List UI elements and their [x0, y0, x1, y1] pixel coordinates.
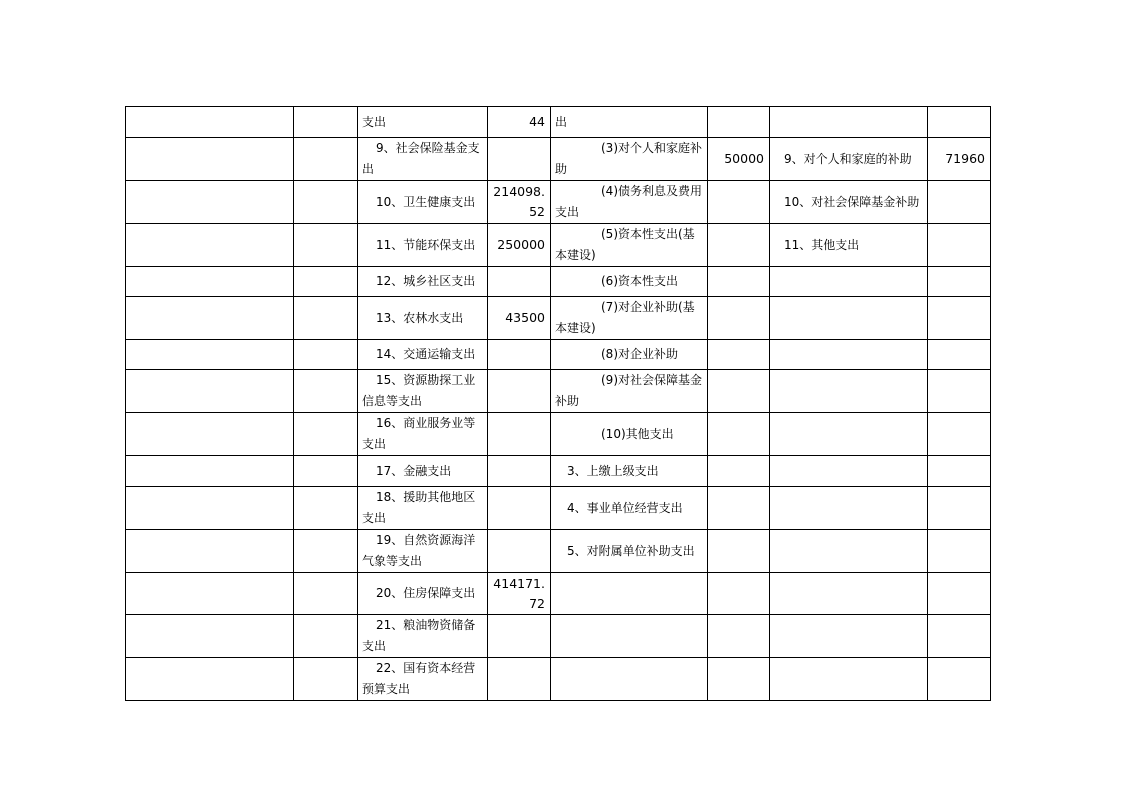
table-cell	[928, 267, 991, 297]
table-cell	[126, 340, 294, 370]
table-cell	[294, 530, 358, 573]
table-cell	[708, 615, 770, 658]
table-row	[126, 224, 991, 267]
table-cell: (8)对企业补助	[551, 340, 708, 370]
table-cell: (3)对个人和家庭补助	[551, 138, 708, 181]
table-cell	[126, 107, 294, 138]
table-cell: (7)对企业补助(基本建设)	[551, 297, 708, 340]
table-cell: 71960	[928, 138, 991, 181]
table-cell	[126, 267, 294, 297]
table-cell	[126, 224, 294, 267]
table-cell	[551, 615, 708, 658]
table-cell	[294, 615, 358, 658]
table-cell: 14、交通运输支出	[358, 340, 488, 370]
table-cell	[126, 370, 294, 413]
table-cell	[294, 573, 358, 615]
table-cell	[294, 224, 358, 267]
table-cell	[708, 370, 770, 413]
table-cell: 4、事业单位经营支出	[551, 487, 708, 530]
table-row	[126, 530, 991, 573]
table-cell: (10)其他支出	[551, 413, 708, 456]
table-cell	[928, 181, 991, 224]
table-cell	[708, 181, 770, 224]
table-row	[126, 456, 991, 487]
table-cell	[126, 530, 294, 573]
table-row	[126, 181, 991, 224]
table-cell	[708, 573, 770, 615]
table-cell	[488, 530, 551, 573]
table-row	[126, 573, 991, 615]
table-cell: (9)对社会保障基金补助	[551, 370, 708, 413]
table-cell: 3、上缴上级支出	[551, 456, 708, 487]
table-cell: 13、农林水支出	[358, 297, 488, 340]
table-cell	[770, 267, 928, 297]
table-cell	[770, 658, 928, 701]
table-cell: 9、社会保险基金支出	[358, 138, 488, 181]
table-cell	[928, 658, 991, 701]
table-cell: 17、金融支出	[358, 456, 488, 487]
table-cell	[928, 530, 991, 573]
table-cell	[294, 658, 358, 701]
table-cell	[708, 340, 770, 370]
table-cell	[770, 487, 928, 530]
table-cell	[488, 267, 551, 297]
table-cell: 9、对个人和家庭的补助	[770, 138, 928, 181]
table-cell	[294, 340, 358, 370]
table-cell: 11、其他支出	[770, 224, 928, 267]
table-cell	[126, 658, 294, 701]
table-cell: 15、资源勘探工业信息等支出	[358, 370, 488, 413]
table-cell	[928, 107, 991, 138]
table-cell: 12、城乡社区支出	[358, 267, 488, 297]
table-cell	[770, 456, 928, 487]
table-cell	[928, 615, 991, 658]
table-cell	[708, 267, 770, 297]
table-cell: 21、粮油物资储备支出	[358, 615, 488, 658]
table-cell: 214098.52	[488, 181, 551, 224]
table-cell	[770, 107, 928, 138]
table-row	[126, 487, 991, 530]
table-cell	[126, 573, 294, 615]
table-cell: 20、住房保障支出	[358, 573, 488, 615]
budget-expenditure-table	[125, 106, 991, 701]
table-cell	[488, 370, 551, 413]
table-cell: 支出	[358, 107, 488, 138]
table-cell: 44	[488, 107, 551, 138]
table-cell	[294, 181, 358, 224]
table-cell	[928, 413, 991, 456]
table-cell: 出	[551, 107, 708, 138]
table-cell	[126, 615, 294, 658]
table-cell	[928, 224, 991, 267]
table-cell	[708, 107, 770, 138]
table-cell: 10、对社会保障基金补助	[770, 181, 928, 224]
table-cell	[488, 456, 551, 487]
table-cell	[928, 487, 991, 530]
table-row	[126, 107, 991, 138]
table-row	[126, 615, 991, 658]
table-row	[126, 658, 991, 701]
table-cell	[488, 340, 551, 370]
table-cell	[294, 297, 358, 340]
table-cell	[126, 138, 294, 181]
table-cell: (5)资本性支出(基本建设)	[551, 224, 708, 267]
table-cell	[770, 573, 928, 615]
table-row	[126, 267, 991, 297]
table-cell	[294, 370, 358, 413]
table-cell	[126, 181, 294, 224]
table-row	[126, 370, 991, 413]
table-cell: 11、节能环保支出	[358, 224, 488, 267]
table-cell	[488, 615, 551, 658]
table-cell: 414171.72	[488, 573, 551, 615]
table-cell	[770, 530, 928, 573]
table-cell	[928, 573, 991, 615]
table-cell	[126, 487, 294, 530]
table-cell	[294, 107, 358, 138]
table-cell	[126, 456, 294, 487]
table-cell	[294, 487, 358, 530]
table-cell	[770, 340, 928, 370]
table-cell	[928, 456, 991, 487]
table-cell: 22、国有资本经营预算支出	[358, 658, 488, 701]
table-cell	[551, 573, 708, 615]
table-row	[126, 413, 991, 456]
table-cell	[294, 413, 358, 456]
table-row	[126, 340, 991, 370]
table-cell	[708, 456, 770, 487]
table-cell	[488, 487, 551, 530]
table-cell	[294, 138, 358, 181]
table-cell: 16、商业服务业等支出	[358, 413, 488, 456]
table-cell: 10、卫生健康支出	[358, 181, 488, 224]
table-cell	[770, 615, 928, 658]
table-row	[126, 297, 991, 340]
table-cell: (6)资本性支出	[551, 267, 708, 297]
table-cell	[928, 370, 991, 413]
table-cell	[551, 658, 708, 701]
table-cell	[488, 138, 551, 181]
table-cell	[708, 487, 770, 530]
table-cell	[770, 297, 928, 340]
table-cell	[294, 267, 358, 297]
table-cell	[488, 413, 551, 456]
table-cell	[488, 658, 551, 701]
table-cell: 43500	[488, 297, 551, 340]
table-cell	[708, 413, 770, 456]
table-cell: 19、自然资源海洋气象等支出	[358, 530, 488, 573]
table-cell: (4)债务利息及费用支出	[551, 181, 708, 224]
table-cell	[708, 530, 770, 573]
table-row	[126, 138, 991, 181]
table-cell	[928, 340, 991, 370]
table-cell: 50000	[708, 138, 770, 181]
table-cell: 5、对附属单位补助支出	[551, 530, 708, 573]
table-cell	[708, 297, 770, 340]
table-cell	[708, 658, 770, 701]
table-cell: 250000	[488, 224, 551, 267]
table-cell	[126, 297, 294, 340]
table-cell	[126, 413, 294, 456]
table-cell	[770, 413, 928, 456]
table-cell: 18、援助其他地区支出	[358, 487, 488, 530]
table-cell	[770, 370, 928, 413]
table-cell	[708, 224, 770, 267]
table-cell	[928, 297, 991, 340]
table-cell	[294, 456, 358, 487]
